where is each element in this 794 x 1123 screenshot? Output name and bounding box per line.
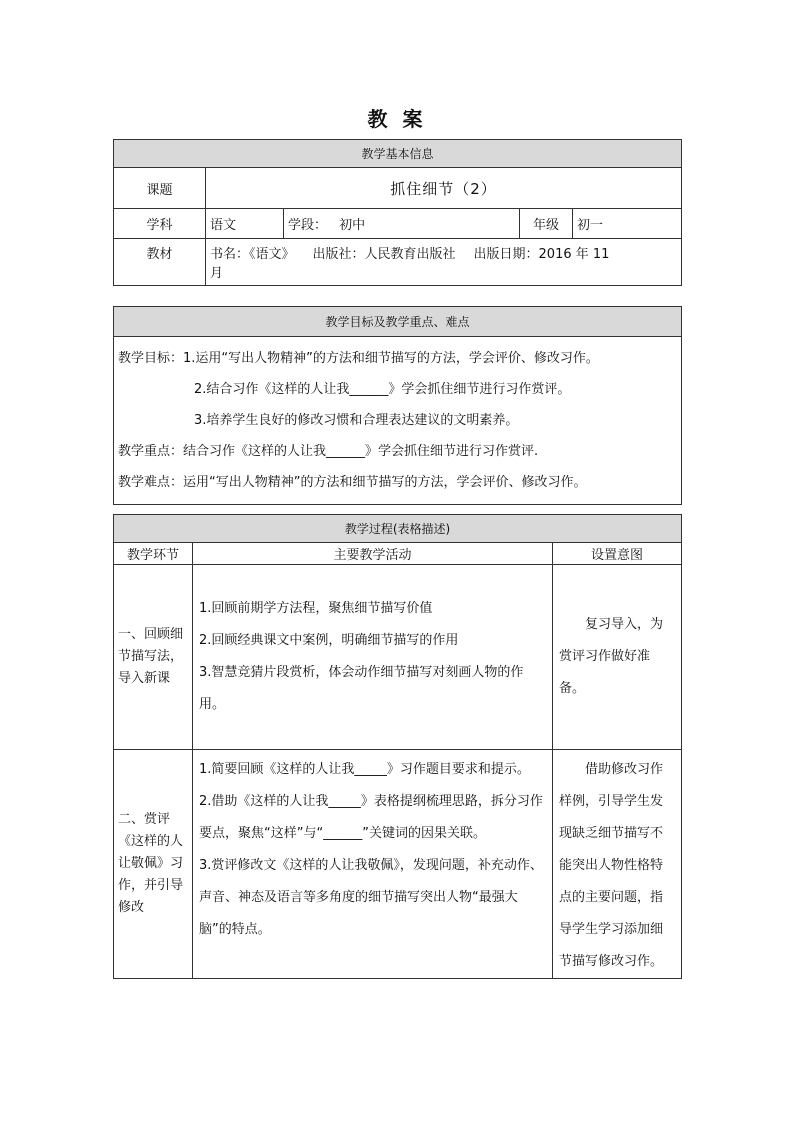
col-activities-header: 主要教学活动 [193, 543, 553, 565]
subject-label: 学科 [114, 209, 206, 239]
topic-label: 课题 [114, 168, 206, 209]
activity-item: 2.回顾经典课文中案例，明确细节描写的作用 [199, 633, 459, 648]
pub-date: 出版日期：2016 年 11 [473, 247, 610, 262]
process-table [113, 514, 682, 979]
key-point-line: 教学重点：结合习作《这样的人让我______》学会抓住细节进行习作赏评. [118, 444, 539, 459]
grade-label: 年级 [520, 209, 573, 239]
grade-value: 初一 [573, 209, 682, 239]
activity-item: 2.借助《这样的人让我_____》表格提纲梳理思路，拆分习作要点，聚焦“这样”与“______”关键词的因果关联。 [199, 794, 543, 841]
activities-cell [193, 565, 553, 750]
activities-cell [193, 750, 553, 979]
stage-value: 初中 [339, 218, 366, 233]
col-intent-header: 设置意图 [553, 543, 682, 565]
goal-line-3: 3.培养学生良好的修改习惯和合理表达建议的文明素养。 [194, 413, 519, 428]
stage-label: 学段： [288, 218, 328, 233]
process-header: 教学过程(表格描述) [114, 515, 682, 543]
subject-value: 语文 [206, 209, 284, 239]
goal-line-2: 2.结合习作《这样的人让我______》学会抓住细节进行习作赏评。 [194, 382, 571, 397]
publisher: 出版社：人民教育出版社 [312, 247, 456, 262]
document-title: 教 案 [367, 107, 427, 131]
segment-cell: 一、回顾细节描写法，导入新课 [114, 565, 193, 750]
table-row [114, 750, 682, 979]
difficulty-line: 教学难点：运用“写出人物精神”的方法和细节描写的方法，学会评价、修改习作。 [118, 475, 587, 490]
basic-info-header: 教学基本信息 [114, 140, 682, 168]
goals-table [113, 306, 682, 505]
textbook-info [206, 239, 682, 286]
activity-item: 3.赏评修改文《这样的人让我敬佩》，发现问题，补充动作、声音、神态及语言等多角度的细节描写突出人物“最强大脑”的特点。 [199, 858, 543, 937]
basic-info-table [113, 139, 682, 286]
stage-cell [284, 209, 520, 239]
goal-line-1: 教学目标：1.运用“写出人物精神”的方法和细节描写的方法，学会评价、修改习作。 [118, 351, 599, 366]
intent-cell: 复习导入，为赏评习作做好准备。 [553, 565, 682, 750]
goals-body [114, 337, 682, 505]
activity-item: 1.回顾前期学方法程，聚焦细节描写价值 [199, 601, 433, 616]
intent-cell: 借助修改习作样例，引导学生发现缺乏细节描写不能突出人物性格特点的主要问题，指导学生学习添加细节描写修改习作。 [553, 750, 682, 979]
book-name: 书名：《语文》 [210, 247, 295, 262]
segment-cell: 二、赏评《这样的人让敬佩》习作，并引导修改 [114, 750, 193, 979]
table-row [114, 565, 682, 750]
goals-header: 教学目标及教学重点、难点 [114, 307, 682, 337]
pub-date-cont: 月 [210, 266, 224, 281]
activity-item: 3.智慧竞猜片段赏析，体会动作细节描写对刻画人物的作用。 [199, 665, 524, 712]
activity-item: 1.简要回顾《这样的人让我_____》习作题目要求和提示。 [199, 762, 530, 777]
textbook-label: 教材 [114, 239, 206, 286]
col-segment-header: 教学环节 [114, 543, 193, 565]
topic-value: 抓住细节（2） [206, 168, 682, 209]
